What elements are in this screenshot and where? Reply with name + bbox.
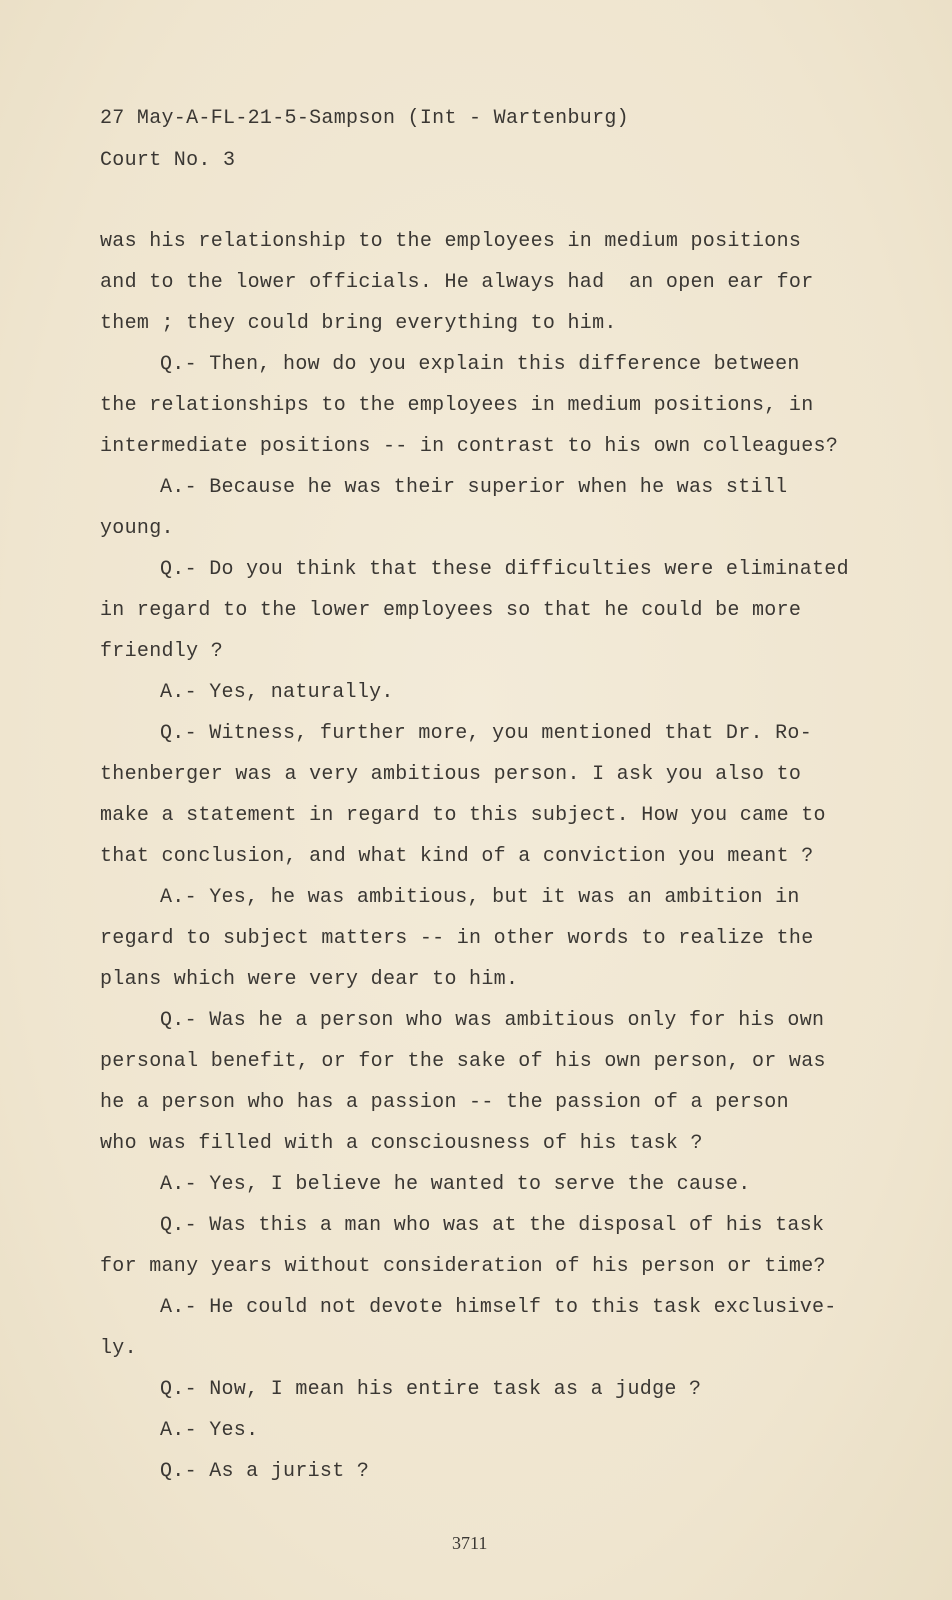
text-line: the relationships to the employees in medium positions, in <box>100 394 814 417</box>
question-line: Q.- Then, how do you explain this difference between <box>160 353 800 376</box>
text-line: make a statement in regard to this subject. How you came to <box>100 804 826 827</box>
text-line: and to the lower officials. He always had an open ear for <box>100 271 814 294</box>
text-line: them ; they could bring everything to him. <box>100 312 617 335</box>
question-line: Q.- As a jurist ? <box>160 1460 370 1483</box>
text-line: in regard to the lower employees so that he could be more <box>100 599 802 622</box>
text-line: thenberger was a very ambitious person. I ask you also to <box>100 763 802 786</box>
question-line: Q.- Do you think that these difficulties were eliminated <box>160 558 849 581</box>
text-line: plans which were very dear to him. <box>100 968 519 991</box>
text-line: who was filled with a consciousness of his task ? <box>100 1132 703 1155</box>
answer-line: A.- Yes, naturally. <box>160 681 394 704</box>
court-number: Court No. 3 <box>100 149 236 172</box>
text-line: intermediate positions -- in contrast to his own colleagues? <box>100 435 839 458</box>
answer-line: A.- Yes. <box>160 1419 259 1442</box>
page-number: 3711 <box>452 1533 488 1553</box>
text-line: young. <box>100 517 174 540</box>
question-line: Q.- Was he a person who was ambitious only for his own <box>160 1009 825 1032</box>
text-line: was his relationship to the employees in medium positions <box>100 230 802 253</box>
question-line: Q.- Witness, further more, you mentioned that Dr. Ro- <box>160 722 813 745</box>
question-line: Q.- Now, I mean his entire task as a judge ? <box>160 1378 702 1401</box>
answer-line: A.- He could not devote himself to this task exclusive- <box>160 1296 837 1319</box>
text-line: he a person who has a passion -- the passion of a person <box>100 1091 789 1114</box>
answer-line: A.- Yes, he was ambitious, but it was an ambition in <box>160 886 800 909</box>
text-line: for many years without consideration of his person or time? <box>100 1255 826 1278</box>
text-line: friendly ? <box>100 640 224 663</box>
text-line: that conclusion, and what kind of a conviction you meant ? <box>100 845 814 868</box>
text-line: ly. <box>100 1337 137 1360</box>
text-line: regard to subject matters -- in other words to realize the <box>100 927 814 950</box>
case-header: 27 May-A-FL-21-5-Sampson (Int - Wartenburg) <box>100 107 629 130</box>
question-line: Q.- Was this a man who was at the disposal of his task <box>160 1214 825 1237</box>
answer-line: A.- Yes, I believe he wanted to serve the cause. <box>160 1173 751 1196</box>
text-line: personal benefit, or for the sake of his own person, or was <box>100 1050 826 1073</box>
answer-line: A.- Because he was their superior when he was still <box>160 476 788 499</box>
